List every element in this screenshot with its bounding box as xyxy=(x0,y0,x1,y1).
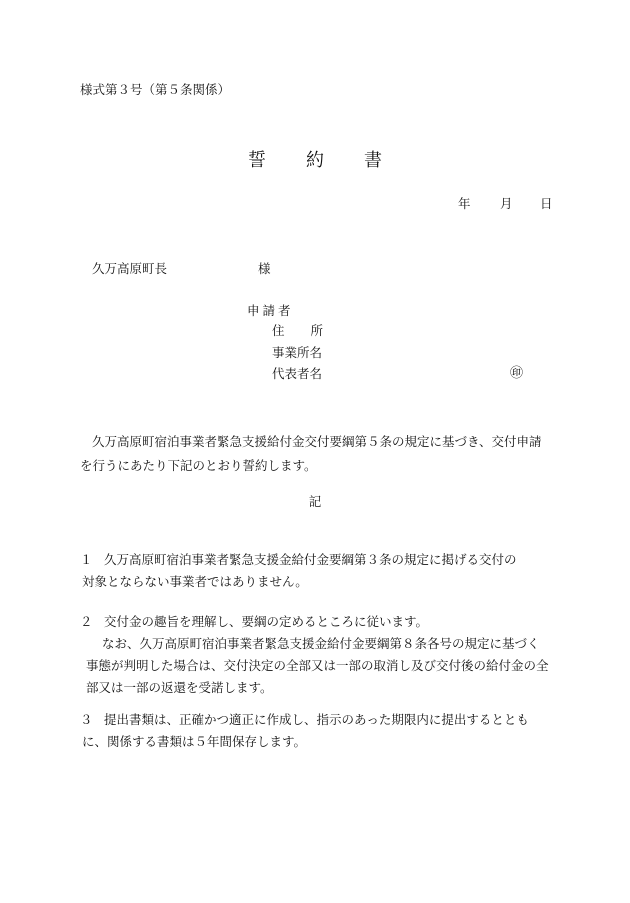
form-number: 様式第３号（第５条関係） xyxy=(80,82,231,97)
date-year-label: 年 xyxy=(458,196,471,211)
representative-label: 代表者名 xyxy=(272,366,323,381)
title-char-1: 誓 xyxy=(248,150,266,171)
item-continuation: に、関係する書類は５年間保存します。 xyxy=(82,734,307,749)
item-number: ２ xyxy=(80,614,93,629)
item-number: ３ xyxy=(80,712,93,727)
address-label-char-1: 住 xyxy=(272,323,285,338)
item-text: 提出書類は、正確かつ適正に作成し、指示のあった期限内に提出するととも xyxy=(104,712,529,727)
item-text: 交付金の趣旨を理解し、要綱の定めるところに従います。 xyxy=(104,614,429,629)
applicant-label: 申請者 xyxy=(247,303,294,318)
addressee-name: 久万高原町長 xyxy=(92,261,168,276)
date-month-label: 月 xyxy=(500,196,513,211)
item-text: 久万高原町宿泊事業者緊急支援金給付金要綱第３条の規定に掲げる交付の xyxy=(104,552,517,567)
title-char-3: 書 xyxy=(364,150,382,171)
intro-paragraph: 久万高原町宿泊事業者緊急支援給付金交付要綱第５条の規定に基づき、交付申請を行うにあたり下記のとおり誓約します。 xyxy=(80,434,542,473)
office-name-label: 事業所名 xyxy=(272,345,323,360)
ki-heading: 記 xyxy=(308,494,322,509)
pledge-item-2 xyxy=(80,611,550,699)
address-field-label xyxy=(272,325,323,338)
pledge-item-1 xyxy=(80,549,550,593)
item-continuation: 対象とならない事業者ではありません。 xyxy=(82,574,308,589)
document-title xyxy=(0,152,630,170)
date-day-label: 日 xyxy=(540,196,553,211)
seal-mark: ㊞ xyxy=(510,366,524,381)
item-number: １ xyxy=(80,552,93,567)
pledge-item-3 xyxy=(80,709,550,753)
title-char-2: 約 xyxy=(306,150,324,171)
addressee-honorific: 様 xyxy=(258,261,271,276)
address-label-char-2: 所 xyxy=(310,323,324,338)
item-sub-paragraph: なお、久万高原町宿泊事業者緊急支援金給付金要綱第８条各号の規定に基づく事態が判明した場合は、交付決定の全部又は一部の取消し及び交付後の給付金の全部又は一部の返還を受諾します。 xyxy=(86,636,549,695)
